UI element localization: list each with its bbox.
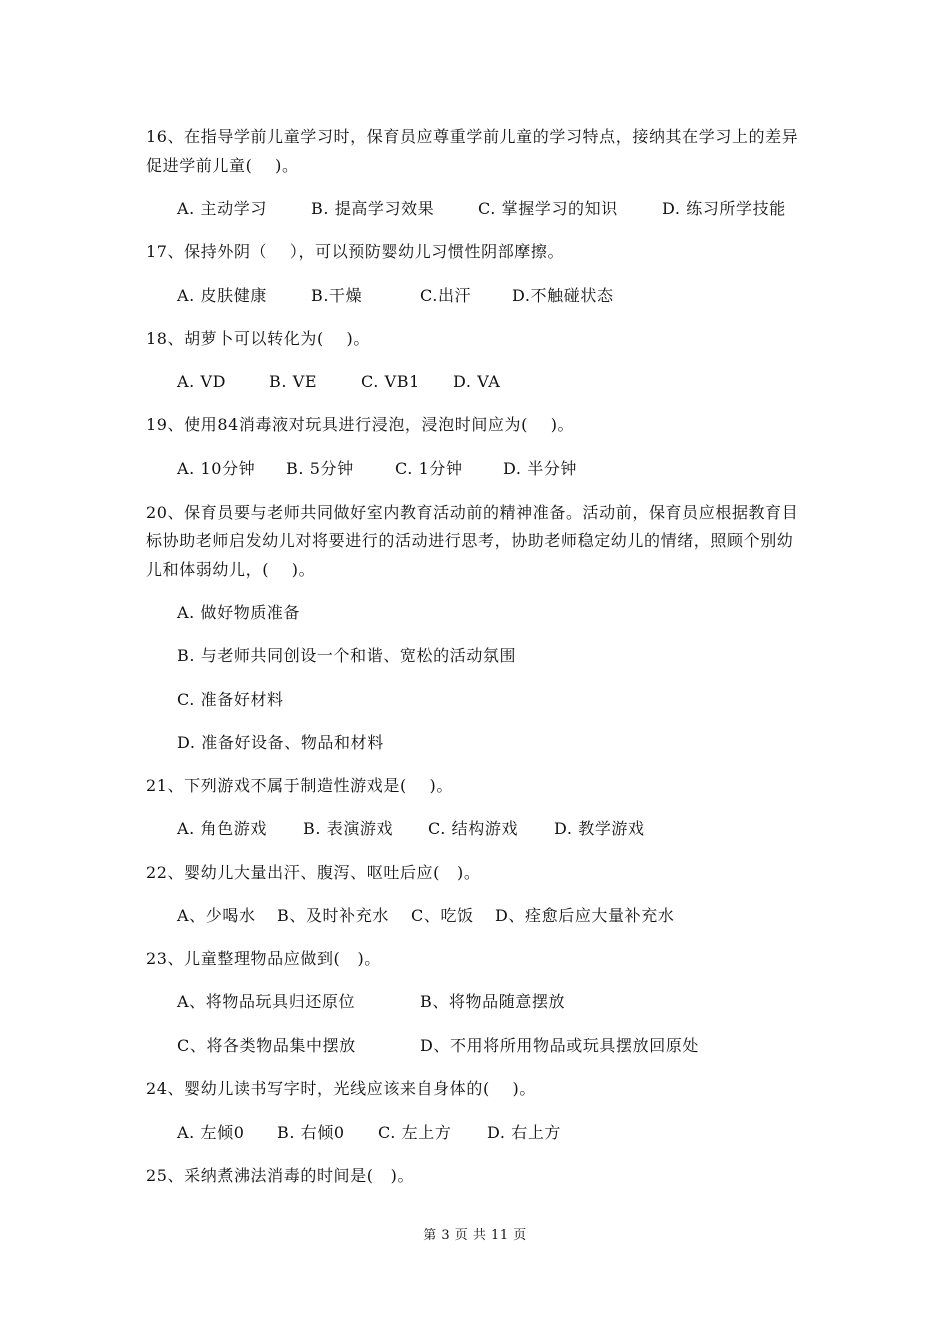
question-22-option-c: C、吃饭: [411, 906, 474, 925]
question-25-text: 25、采纳煮沸法消毒的时间是( )。: [146, 1166, 415, 1185]
question-20-option-d: D. 准备好设备、物品和材料: [177, 733, 384, 752]
question-18-option-c: C. VB1: [361, 372, 420, 391]
question-24-option-d: D. 右上方: [487, 1123, 562, 1142]
question-22-text: 22、婴幼儿大量出汗、腹泻、呕吐后应( )。: [146, 863, 481, 882]
question-23-text: 23、儿童整理物品应做到( )。: [146, 949, 381, 968]
question-23-option-b: B、将物品随意摆放: [420, 992, 566, 1011]
question-22-option-b: B、及时补充水: [277, 906, 389, 925]
question-21-option-c: C. 结构游戏: [428, 819, 519, 838]
question-20-text-line-1: 20、保育员要与老师共同做好室内教育活动前的精神准备。活动前，保育员应根据教育目: [146, 503, 799, 522]
page-number-footer: 第 3 页 共 11 页: [423, 1228, 527, 1243]
question-20-text-line-3: 儿和体弱幼儿，( )。: [146, 560, 316, 579]
question-23-option-c: C、将各类物品集中摆放: [177, 1036, 356, 1055]
question-21-option-b: B. 表演游戏: [303, 819, 394, 838]
question-22-option-d: D、痊愈后应大量补充水: [495, 906, 675, 925]
question-17-option-d: D.不触碰状态: [512, 286, 614, 305]
question-20-text-line-2: 标协助老师启发幼儿对将要进行的活动进行思考，协助老师稳定幼儿的情绪，照顾个别幼: [146, 531, 794, 550]
question-17-text: 17、保持外阴（ ），可以预防婴幼儿习惯性阴部摩擦。: [146, 242, 565, 261]
question-24-option-a: A. 左倾0: [177, 1123, 245, 1142]
question-16-option-d: D. 练习所学技能: [662, 199, 786, 218]
question-20-option-a: A. 做好物质准备: [177, 603, 301, 622]
question-19-text: 19、使用84消毒液对玩具进行浸泡，浸泡时间应为( )。: [146, 415, 575, 434]
question-21-option-d: D. 教学游戏: [554, 819, 645, 838]
question-21-text: 21、下列游戏不属于制造性游戏是( )。: [146, 776, 453, 795]
question-19-option-b: B. 5分钟: [286, 459, 354, 478]
question-24-option-b: B. 右倾0: [277, 1123, 345, 1142]
question-18-option-b: B. VE: [269, 372, 318, 391]
question-16-text-line-2: 促进学前儿童( )。: [146, 156, 299, 175]
question-23-option-a: A、将物品玩具归还原位: [177, 992, 356, 1011]
question-20-option-c: C. 准备好材料: [177, 690, 284, 709]
question-17-option-b: B.干燥: [311, 286, 363, 305]
question-19-option-c: C. 1分钟: [395, 459, 463, 478]
question-21-option-a: A. 角色游戏: [177, 819, 267, 838]
question-16-option-b: B. 提高学习效果: [311, 199, 435, 218]
question-17-option-c: C.出汗: [420, 286, 472, 305]
question-19-option-a: A. 10分钟: [177, 459, 256, 478]
question-24-option-c: C. 左上方: [378, 1123, 452, 1142]
question-17-option-a: A. 皮肤健康: [177, 286, 267, 305]
question-24-text: 24、婴幼儿读书写字时，光线应该来自身体的( )。: [146, 1079, 536, 1098]
question-20-option-b: B. 与老师共同创设一个和谐、宽松的活动氛围: [177, 646, 517, 665]
question-18-option-d: D. VA: [453, 372, 501, 391]
question-18-option-a: A. VD: [177, 372, 227, 391]
question-18-text: 18、胡萝卜可以转化为( )。: [146, 329, 370, 348]
question-16-option-c: C. 掌握学习的知识: [478, 199, 618, 218]
question-16-text-line-1: 16、在指导学前儿童学习时，保育员应尊重学前儿童的学习特点，接纳其在学习上的差异: [146, 127, 799, 146]
question-23-option-d: D、不用将所用物品或玩具摆放回原处: [420, 1036, 700, 1055]
question-19-option-d: D. 半分钟: [503, 459, 578, 478]
question-16-option-a: A. 主动学习: [177, 199, 267, 218]
question-22-option-a: A、少喝水: [177, 906, 256, 925]
